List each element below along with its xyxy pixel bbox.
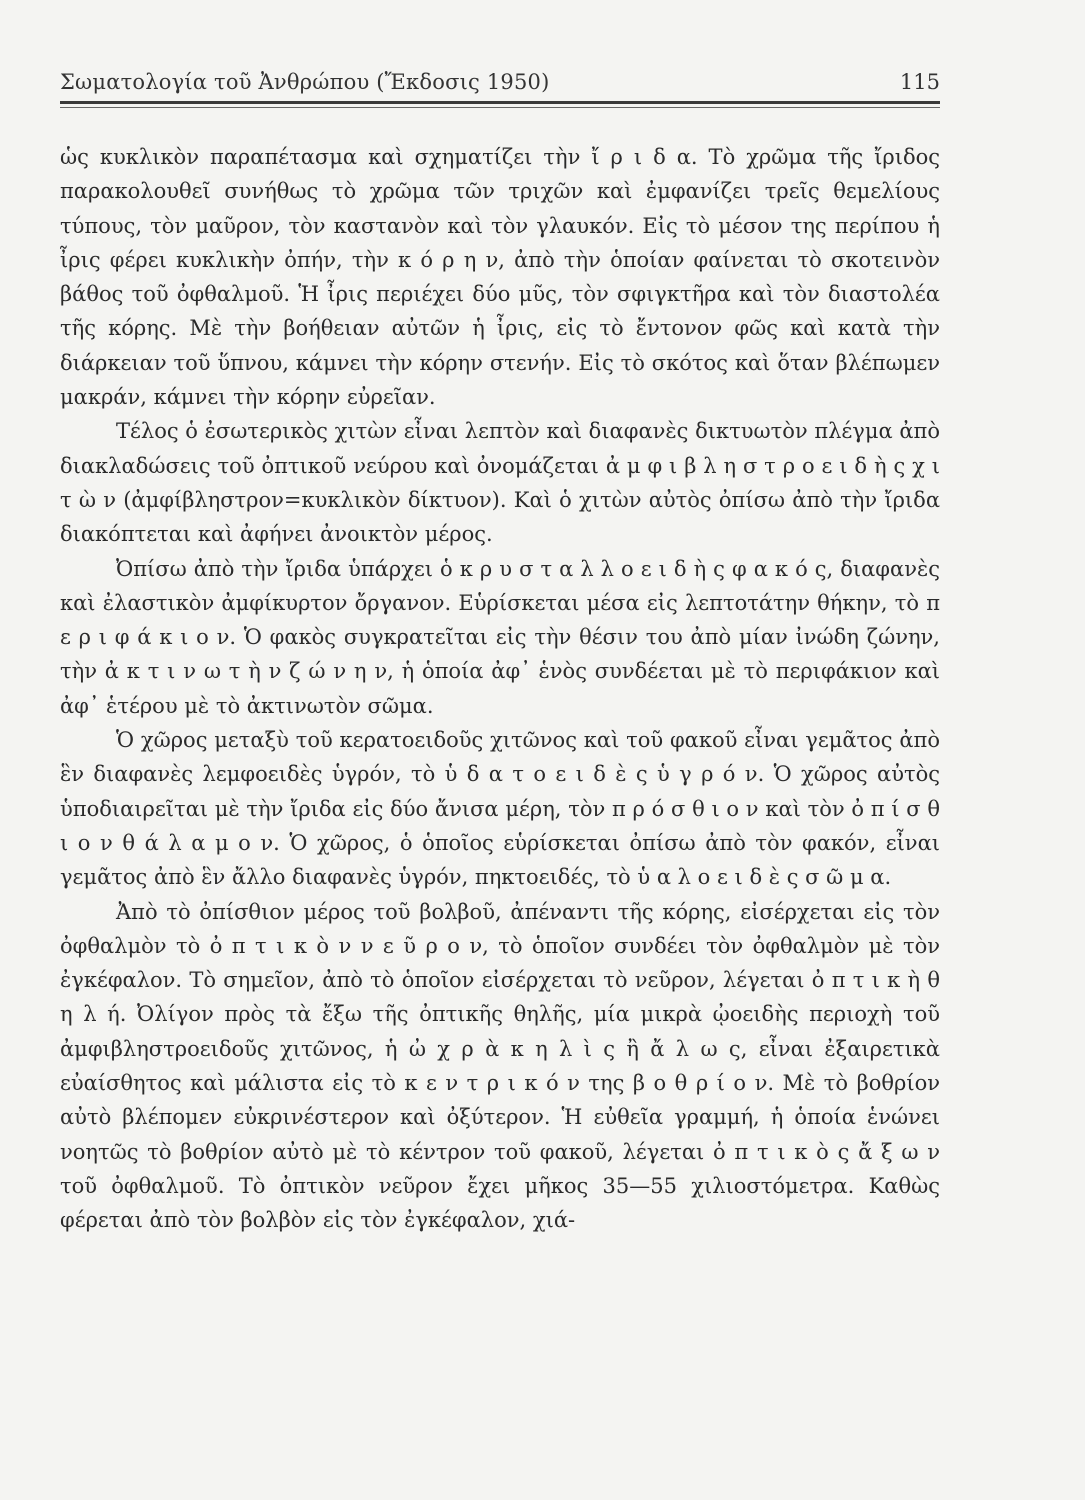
- paragraph: Ὀπίσω ἀπὸ τὴν ἴριδα ὑπάρχει ὁ κ ρ υ σ τ α λ λ ο ε ι δ ὴ ς φ α κ ό ς, διαφανὲς καὶ ἐλαστικὸν ἀμφίκυρτον ὄργανον. Εὑρίσκεται μέσα εἰς λεπτοτάτην θήκην, τὸ π ε ρ ι φ ά κ ι ο ν. Ὁ φακὸς συγκρατεῖται εἰς τὴν θέσιν του ἀπὸ μίαν ἰνώδη ζώνην, τὴν ἀ κ τ ι ν ω τ ὴ ν ζ ώ ν η ν, ἡ ὁποία ἀφ᾽ ἑνὸς συνδέεται μὲ τὸ περιφάκιον καὶ ἀφ᾽ ἑτέρου μὲ τὸ ἀκτινωτὸν σῶμα.: [60, 556, 940, 718]
- page-number: 115: [899, 70, 940, 94]
- running-title: Σωματολογία τοῦ Ἀνθρώπου (Ἔκδοσις 1950): [60, 70, 550, 94]
- paragraph: Τέλος ὁ ἐσωτερικὸς χιτὼν εἶναι λεπτὸν καὶ διαφανὲς δικτυωτὸν πλέγμα ἀπὸ διακλαδώσεις τοῦ ὀπτικοῦ νεύρου καὶ ὀνομάζεται ἀ μ φ ι β λ η σ τ ρ ο ε ι δ ὴ ς χ ι τ ὼ ν (ἀμφίβληστρον=κυκλικὸν δίκτυον). Καὶ ὁ χιτὼν αὐτὸς ὀπίσω ἀπὸ τὴν ἴριδα διακόπτεται καὶ ἀφήνει ἀνοικτὸν μέρος.: [60, 419, 940, 547]
- body-text: [60, 140, 940, 1238]
- header-rule-thin: [60, 107, 940, 108]
- paragraph: ὡς κυκλικὸν παραπέτασμα καὶ σχηματίζει τὴν ἴ ρ ι δ α. Τὸ χρῶμα τῆς ἴριδος παρακολουθεῖ συνήθως τὸ χρῶμα τῶν τριχῶν καὶ ἐμφανίζει τρεῖς θεμελίους τύπους, τὸν μαῦρον, τὸν καστανὸν καὶ τὸν γλαυκόν. Εἰς τὸ μέσον της περίπου ἡ ἶρις φέρει κυκλικὴν ὀπήν, τὴν κ ό ρ η ν, ἀπὸ τὴν ὁποίαν φαίνεται τὸ σκοτεινὸν βάθος τοῦ ὀφθαλμοῦ. Ἡ ἶρις περιέχει δύο μῦς, τὸν σφιγκτῆρα καὶ τὸν διαστολέα τῆς κόρης. Μὲ τὴν βοήθειαν αὐτῶν ἡ ἶρις, εἰς τὸ ἔντονον φῶς καὶ κατὰ τὴν διάρκειαν τοῦ ὕπνου, κάμνει τὴν κόρην στενήν. Εἰς τὸ σκότος καὶ ὅταν βλέπωμεν μακράν, κάμνει τὴν κόρην εὐρεῖαν.: [60, 145, 940, 410]
- header-rule: [60, 101, 940, 104]
- paragraph: Ὁ χῶρος μεταξὺ τοῦ κερατοειδοῦς χιτῶνος καὶ τοῦ φακοῦ εἶναι γεμᾶτος ἀπὸ ἓν διαφανὲς λεμφοειδὲς ὑγρόν, τὸ ὑ δ α τ ο ε ι δ ὲ ς ὑ γ ρ ό ν. Ὁ χῶρος αὐτὸς ὑποδιαιρεῖται μὲ τὴν ἴριδα εἰς δύο ἄνισα μέρη, τὸν π ρ ό σ θ ι ο ν καὶ τὸν ὀ π ί σ θ ι ο ν θ ά λ α μ ο ν. Ὁ χῶρος, ὁ ὁποῖος εὑρίσκεται ὀπίσω ἀπὸ τὸν φακόν, εἶναι γεμᾶτος ἀπὸ ἓν ἄλλο διαφανὲς ὑγρόν, πηκτοειδές, τὸ ὑ α λ ο ε ι δ ὲ ς σ ῶ μ α.: [60, 728, 940, 890]
- paragraph: Ἀπὸ τὸ ὀπίσθιον μέρος τοῦ βολβοῦ, ἀπέναντι τῆς κόρης, εἰσέρχεται εἰς τὸν ὀφθαλμὸν τὸ ὀ π τ ι κ ὸ ν ν ε ῦ ρ ο ν, τὸ ὁποῖον συνδέει τὸν ὀφθαλμὸν μὲ τὸν ἐγκέφαλον. Τὸ σημεῖον, ἀπὸ τὸ ὁποῖον εἰσέρχεται τὸ νεῦρον, λέγεται ὀ π τ ι κ ὴ θ η λ ή. Ὀλίγον πρὸς τὰ ἔξω τῆς ὀπτικῆς θηλῆς, μία μικρὰ ᾠοειδὴς περιοχὴ τοῦ ἀμφιβληστροειδοῦς χιτῶνος, ἡ ὠ χ ρ ὰ κ η λ ὶ ς ἢ ἄ λ ω ς, εἶναι ἐξαιρετικὰ εὐαίσθητος καὶ μάλιστα εἰς τὸ κ ε ν τ ρ ι κ ό ν της β ο θ ρ ί ο ν. Μὲ τὸ βοθρίον αὐτὸ βλέπομεν εὐκρινέστερον καὶ ὀξύτερον. Ἡ εὐθεῖα γραμμή, ἡ ὁποία ἑνώνει νοητῶς τὸ βοθρίον αὐτὸ μὲ τὸ κέντρον τοῦ φακοῦ, λέγεται ὀ π τ ι κ ὸ ς ἄ ξ ω ν τοῦ ὀφθαλμοῦ. Τὸ ὀπτικὸν νεῦρον ἔχει μῆκος 35—55 χιλιοστόμετρα. Καθὼς φέρεται ἀπὸ τὸν βολβὸν εἰς τὸν ἐγκέφαλον, χιά-: [60, 899, 940, 1233]
